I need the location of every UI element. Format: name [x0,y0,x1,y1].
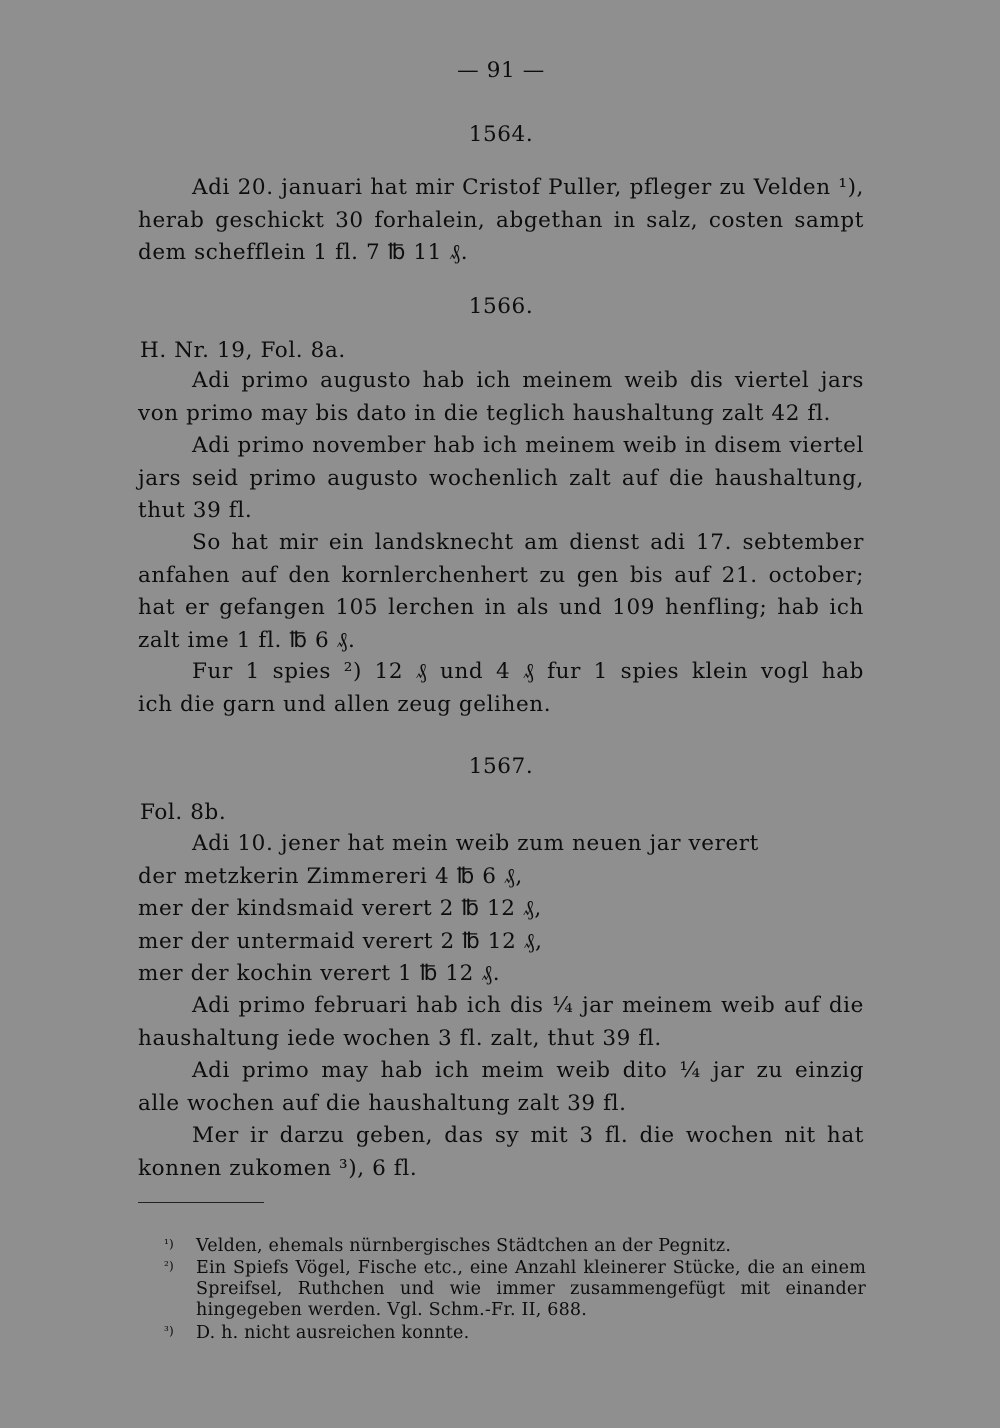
text-line: konnen zukomen ³), 6 fl. [138,1155,418,1181]
text-line: Adi 20. januari hat mir Cristof Puller, pfleger zu Velden ¹), [192,175,864,200]
text-line: mer der kindsmaid verert 2 ℔ 12 ₰, [138,896,542,921]
text-line: thut 39 fl. [138,498,253,523]
footnote [166,1258,866,1321]
paragraph [138,828,864,991]
text-line: Fur 1 spies ²) 12 ₰ und 4 ₰ fur 1 spies klein vogl hab [192,659,864,684]
paragraph [138,365,864,430]
text-line: mer der kochin verert 1 ℔ 12 ₰. [138,961,501,986]
text-line: So hat mir ein landsknecht am dienst adi 17. sebtember [192,530,864,555]
text-line: Adi primo februari hab ich dis ¼ jar meinem weib auf die [192,993,864,1018]
paragraph [138,172,864,270]
footnote [166,1236,866,1257]
paragraph [138,656,864,721]
text-line: haushaltung iede wochen 3 fl. zalt, thut 39 fl. [138,1025,662,1051]
footnote-text: Ein Spiefs Vögel, Fische etc., eine Anzahl kleinerer Stücke, die an einem Spreifsel, Ruthchen und wie immer zusammengefügt mit einander hingegeben werden. Vgl. Schm.-Fr. II, 688. [196,1258,866,1320]
footnote-mark: ²) [164,1259,174,1273]
text-line: anfahen auf den kornlerchenhert zu gen bis auf 21. october; [138,562,864,588]
footnote-text: Velden, ehemals nürnbergisches Städtchen an der Pegnitz. [196,1236,732,1256]
text-line: der metzkerin Zimmereri 4 ℔ 6 ₰, [138,863,523,889]
text-line: hat er gefangen 105 lerchen in als und 109 henfling; hab ich [138,595,864,620]
section-year-1566: 1566. [468,294,534,319]
section-year-1564: 1564. [468,122,534,147]
paragraph [138,1055,864,1120]
text-line: ich die garn und allen zeug gelihen. [138,691,552,717]
text-line: Mer ir darzu geben, das sy mit 3 fl. die wochen nit hat [192,1123,864,1148]
text-line: Adi primo augusto hab ich meinem weib dis viertel jars [192,368,864,393]
footnote-divider [138,1202,264,1203]
text-line: jars seid primo augusto wochenlich zalt auf die haushaltung, [138,465,864,491]
text-line: mer der untermaid verert 2 ℔ 12 ₰, [138,928,543,954]
footnote [166,1323,866,1344]
paragraph [138,990,864,1055]
text-line: von primo may bis dato in die teglich haushaltung zalt 42 fl. [138,400,831,426]
paragraph [138,1120,864,1185]
footnote-text: D. h. nicht ausreichen konnte. [196,1323,470,1343]
text-line: zalt ime 1 fl. ℔ 6 ₰. [138,627,356,653]
text-line: dem schefflein 1 fl. 7 ℔ 11 ₰. [138,240,469,265]
text-line: Adi primo may hab ich meim weib dito ¼ jar zu einzig [192,1058,864,1083]
section-year-1567: 1567. [468,754,534,779]
text-line: herab geschickt 30 forhalein, abgethan in salz, costen sampt [138,207,864,233]
folio-reference: Fol. 8b. [140,800,227,825]
folio-reference: H. Nr. 19, Fol. 8a. [140,338,346,363]
page-number: — 91 — [457,58,545,83]
paragraph [138,430,864,528]
text-line: alle wochen auf die haushaltung zalt 39 fl. [138,1090,627,1116]
footnote-mark: ³) [164,1324,174,1338]
paragraph [138,527,864,657]
text-line: Adi primo november hab ich meinem weib in disem viertel [192,433,864,458]
text-line: Adi 10. jener hat mein weib zum neuen jar verert [192,831,759,856]
footnote-mark: ¹) [164,1237,174,1251]
